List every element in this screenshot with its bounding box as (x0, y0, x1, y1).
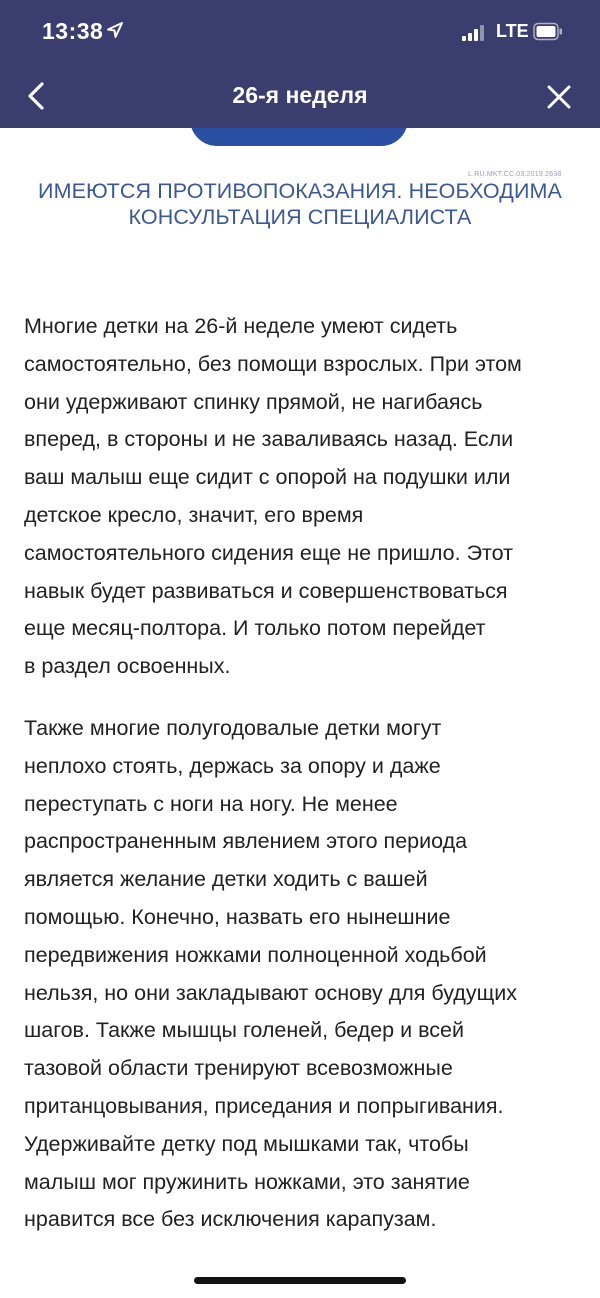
article-paragraph-2: Также многие полугодовалые детки могут неплохо стоять, держась за опору и даже переступать с ноги на ногу. Не менее распространенным явлением этого периода является желание детки ходить с вашей помощью. Конечно, назвать его нынешние передвижения ножками полноценной ходьбой нельзя, но они закладывают основу для будущих шагов. Также мышцы голеней, бедер и всей тазовой области тренируют всевозможные пританцовывания, приседания и попрыгивания. Удерживайте детку под мышками так, чтобы малыш мог пружинить ножками, это занятие нравится все без исключения карапузам. (24, 715, 518, 1232)
status-bar (0, 0, 600, 64)
banner-cta-button[interactable] (190, 128, 408, 146)
battery-icon (533, 22, 563, 41)
cellular-signal-icon (462, 24, 490, 41)
article-scroll-area[interactable] (0, 128, 600, 1298)
warning-line-1: ИМЕЮТСЯ ПРОТИВОПОКАЗАНИЯ. НЕОБХОДИМА (38, 179, 562, 203)
contraindications-warning (30, 178, 570, 230)
warning-line-2: КОНСУЛЬТАЦИЯ СПЕЦИАЛИСТА (128, 205, 472, 229)
home-indicator[interactable] (194, 1277, 406, 1284)
back-button[interactable] (18, 76, 54, 116)
app-header (0, 0, 600, 128)
close-icon (540, 78, 578, 116)
navigation-bar (0, 64, 600, 128)
article-paragraph-1: Многие детки на 26-й неделе умеют сидеть самостоятельно, без помощи взрослых. При этом они удерживают спинку прямой, не нагибаясь вперед, в стороны и не заваливаясь назад. Если ваш малыш еще сидит с опорой на подушки или детское кресло, значит, его время самостоятельного сидения еще не пришло. Этот навык будет развиваться и совершенствоваться еще месяц-полтора. И только потом перейдет в раздел освоенных. (24, 314, 522, 679)
page-title: 26-я неделя (232, 82, 368, 108)
article-body (24, 308, 584, 1263)
banner-code: L.RU.MKT.CC.03.2019.2638 (468, 171, 562, 178)
status-time: 13:38 (42, 18, 104, 44)
location-arrow-icon (106, 21, 124, 39)
chevron-left-icon (18, 76, 54, 116)
close-button[interactable] (540, 78, 578, 116)
carrier-label: LTE (496, 21, 529, 41)
